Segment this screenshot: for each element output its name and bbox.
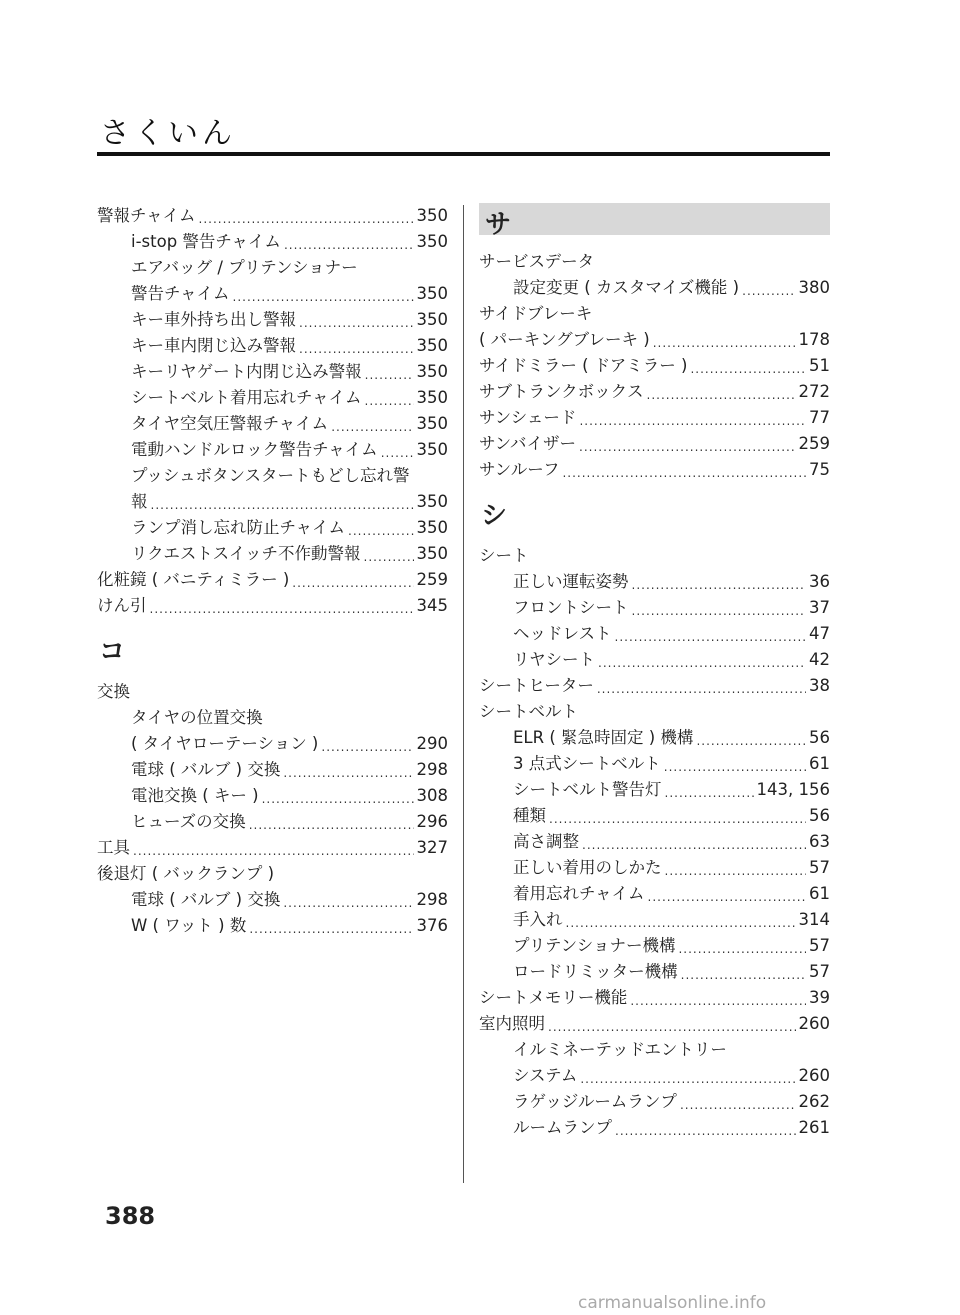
index-entry [97,679,448,705]
index-entry [479,1011,830,1037]
entry-page-ref: 376 [416,916,448,935]
entry-label: キーリヤゲート内閉じ込み警報 [131,362,362,381]
dot-leader [199,209,414,229]
index-entry [479,379,830,405]
entry-page-ref: 42 [809,650,830,669]
section-header [479,203,830,249]
entry-page-ref: 77 [809,408,830,427]
dot-leader [665,783,754,803]
index-entry [97,705,448,731]
dot-leader [664,757,806,777]
entry-label: 電動ハンドルロック警告チャイム [131,440,378,459]
index-entry [97,437,448,463]
index-entry [479,353,830,379]
entry-label: ( タイヤローテーション ) [131,734,319,753]
entry-page-ref: 37 [809,598,830,617]
page-title: さくいん [100,116,236,151]
dot-leader [632,575,807,595]
dot-leader [630,991,806,1011]
index-entry [97,281,448,307]
entry-label: キー車内閉じ込み警報 [131,336,296,355]
dot-leader [249,919,413,939]
entry-label: 化粧鏡 ( バニティミラー ) [97,570,290,589]
index-entry [97,731,448,757]
entry-label: シートベルト着用忘れチャイム [131,388,362,407]
watermark: carmanualsonline.info [578,1293,767,1313]
index-entry [97,203,448,229]
index-column-right [479,203,830,1141]
entry-page-ref: 380 [798,278,830,297]
index-entry [97,229,448,255]
entry-label: 工具 [97,838,130,857]
dot-leader [381,443,414,463]
dot-leader [579,437,795,457]
index-entry [479,985,830,1011]
entry-label: 警告チャイム [131,284,230,303]
entry-label: ヒューズの交換 [131,812,246,831]
entry-label: プリテンショナー機構 [513,936,676,955]
dot-leader [331,417,413,437]
dot-leader [615,627,806,647]
dot-leader [133,841,414,861]
index-entry [479,405,830,431]
index-entry [479,855,830,881]
index-entry [97,887,448,913]
entry-label: 後退灯 ( バックランプ ) [97,864,275,883]
dot-leader [283,893,413,913]
index-entry [97,835,448,861]
entry-label: ランプ消し忘れ防止チャイム [131,518,346,537]
index-entry [479,673,830,699]
entry-page-ref: 47 [809,624,830,643]
entry-page-ref: 350 [416,336,448,355]
entry-label: 警報チャイム [97,206,196,225]
index-entry [479,1089,830,1115]
index-entry [97,255,448,281]
dot-leader [562,463,806,483]
entry-label: ヘッドレスト [513,624,612,643]
entry-label: プッシュボタンスタートもどし忘れ警 [131,466,410,485]
index-entry [97,385,448,411]
index-entry [479,907,830,933]
entry-label: 3 点式シートベルト [513,754,661,773]
dot-leader [365,365,414,385]
section-letter: サ [485,210,512,240]
index-entry [97,593,448,619]
dot-leader [742,281,795,301]
section-header-band [479,203,830,235]
entry-page-ref: 259 [798,434,830,453]
index-entry [479,301,830,327]
index-entry [479,777,830,803]
entry-label: サンバイザー [479,434,577,453]
dot-leader [598,653,806,673]
dot-leader [648,887,806,907]
entry-page-ref: 350 [416,232,448,251]
dot-leader [632,601,807,621]
entry-page-ref: 61 [809,884,830,903]
entry-label: タイヤ空気圧警報チャイム [131,414,329,433]
entry-label: サンシェード [479,408,577,427]
entry-label: シートベルト警告灯 [513,780,662,799]
entry-page-ref: 350 [416,206,448,225]
dot-leader [597,679,806,699]
dot-leader [284,235,414,255]
index-entry [97,333,448,359]
entry-label: サービスデータ [479,252,595,271]
index-entry [97,757,448,783]
entry-page-ref: 272 [798,382,830,401]
entry-page-ref: 350 [416,284,448,303]
entry-label: タイヤの位置交換 [131,708,263,727]
entry-page-ref: 178 [798,330,830,349]
entry-label: システム [513,1066,578,1085]
entry-page-ref: 350 [416,518,448,537]
dot-leader [665,861,807,881]
section-header [479,483,830,543]
dot-leader [364,547,414,567]
entry-page-ref: 57 [809,858,830,877]
entry-page-ref: 259 [416,570,448,589]
dot-leader [579,411,806,431]
index-entry [97,411,448,437]
dot-leader [348,521,413,541]
entry-label: 手入れ [513,910,563,929]
entry-page-ref: 261 [798,1118,830,1137]
index-entry [479,249,830,275]
entry-label: リヤシート [513,650,596,669]
index-entry [479,881,830,907]
dot-leader [549,809,806,829]
entry-page-ref: 75 [809,460,830,479]
dot-leader [292,573,413,593]
dot-leader [150,599,414,619]
entry-label: フロントシート [513,598,629,617]
entry-page-ref: 298 [416,760,448,779]
index-entry [97,541,448,567]
index-entry [479,431,830,457]
entry-label: 電球 ( バルブ ) 交換 [131,760,281,779]
entry-label: i-stop 警告チャイム [131,232,281,251]
index-entry [479,1063,830,1089]
entry-page-ref: 51 [809,356,830,375]
entry-label: ELR ( 緊急時固定 ) 機構 [513,728,694,747]
entry-page-ref: 260 [798,1014,830,1033]
dot-leader [678,939,806,959]
dot-leader [580,1069,795,1089]
dot-leader [249,815,414,835]
index-entry [97,489,448,515]
entry-page-ref: 57 [809,936,830,955]
entry-page-ref: 298 [416,890,448,909]
entry-label: 正しい着用のしかた [513,858,662,877]
entry-page-ref: 350 [416,544,448,563]
entry-label: 室内照明 [479,1014,545,1033]
entry-label: 正しい運転姿勢 [513,572,629,591]
entry-label: イルミネーテッドエントリー [513,1040,727,1059]
entry-label: ルームランプ [513,1118,612,1137]
dot-leader [299,313,414,333]
index-entry [479,699,830,725]
index-entry [479,621,830,647]
entry-label: W ( ワット ) 数 [131,916,247,935]
entry-label: 報 [131,492,148,511]
index-entry [479,543,830,569]
entry-page-ref: 61 [809,754,830,773]
entry-page-ref: 314 [798,910,830,929]
entry-label: 着用忘れチャイム [513,884,645,903]
dot-leader [321,737,413,757]
dot-leader [690,359,806,379]
dot-leader [696,731,806,751]
entry-page-ref: 308 [416,786,448,805]
index-entry [479,933,830,959]
entry-page-ref: 36 [809,572,830,591]
index-entry [479,275,830,301]
dot-leader [233,287,414,307]
index-column-left [97,203,448,939]
index-entry [97,809,448,835]
entry-label: サイドミラー ( ドアミラー ) [479,356,688,375]
dot-leader [680,1095,796,1115]
index-entry [479,725,830,751]
entry-page-ref: 350 [416,492,448,511]
entry-page-ref: 56 [809,806,830,825]
index-entry [479,1115,830,1141]
dot-leader [283,763,413,783]
dot-leader [582,835,806,855]
entry-page-ref: 350 [416,414,448,433]
dot-leader [653,333,796,353]
entry-page-ref: 38 [809,676,830,695]
dot-leader [262,789,414,809]
entry-label: 電球 ( バルブ ) 交換 [131,890,281,909]
entry-page-ref: 290 [416,734,448,753]
index-entry [97,861,448,887]
entry-label: シートベルト [479,702,578,721]
entry-label: ( パーキングブレーキ ) [479,330,650,349]
entry-page-ref: 262 [798,1092,830,1111]
entry-label: ロードリミッター機構 [513,962,678,981]
dot-leader [151,495,414,515]
entry-label: 設定変更 ( カスタマイズ機能 ) [513,278,740,297]
entry-page-ref: 327 [416,838,448,857]
dot-leader [647,385,796,405]
index-entry [97,307,448,333]
index-entry [479,457,830,483]
entry-label: ラゲッジルームランプ [513,1092,677,1111]
index-entry [479,959,830,985]
entry-label: サンルーフ [479,460,560,479]
entry-page-ref: 350 [416,440,448,459]
entry-label: シートヒーター [479,676,594,695]
dot-leader [615,1121,796,1141]
index-entry [97,515,448,541]
entry-page-ref: 63 [809,832,830,851]
page-number: 388 [105,1202,156,1230]
entry-page-ref: 56 [809,728,830,747]
index-entry [97,913,448,939]
entry-label: サイドブレーキ [479,304,593,323]
dot-leader [365,391,414,411]
entry-label: リクエストスイッチ不作動警報 [131,544,361,563]
entry-page-ref: 143, 156 [756,780,830,799]
section-header [97,619,448,679]
dot-leader [566,913,796,933]
entry-page-ref: 345 [416,596,448,615]
dot-leader [548,1017,796,1037]
index-entry [479,751,830,777]
column-divider [463,205,464,1183]
index-entry [479,327,830,353]
index-entry [479,1037,830,1063]
entry-page-ref: 57 [809,962,830,981]
entry-label: サブトランクボックス [479,382,644,401]
index-entry [479,569,830,595]
entry-label: キー車外持ち出し警報 [131,310,296,329]
entry-page-ref: 39 [809,988,830,1007]
entry-label: シートメモリー機能 [479,988,628,1007]
index-entry [97,783,448,809]
entry-label: 電池交換 ( キー ) [131,786,259,805]
index-entry [97,567,448,593]
index-entry [479,829,830,855]
section-letter: コ [99,637,126,667]
section-letter: シ [481,501,508,531]
entry-label: けん引 [97,596,147,615]
entry-label: エアバッグ / プリテンショナー [131,258,358,277]
index-entry [479,647,830,673]
index-entry [479,595,830,621]
entry-page-ref: 260 [798,1066,830,1085]
entry-page-ref: 350 [416,388,448,407]
index-entry [97,359,448,385]
entry-page-ref: 296 [416,812,448,831]
entry-label: 高さ調整 [513,832,579,851]
dot-leader [299,339,414,359]
entry-page-ref: 350 [416,310,448,329]
entry-label: 種類 [513,806,546,825]
index-entry [97,463,448,489]
entry-label: シート [479,546,529,565]
title-rule [97,152,830,156]
entry-page-ref: 350 [416,362,448,381]
dot-leader [681,965,806,985]
index-entry [479,803,830,829]
entry-label: 交換 [97,682,130,701]
